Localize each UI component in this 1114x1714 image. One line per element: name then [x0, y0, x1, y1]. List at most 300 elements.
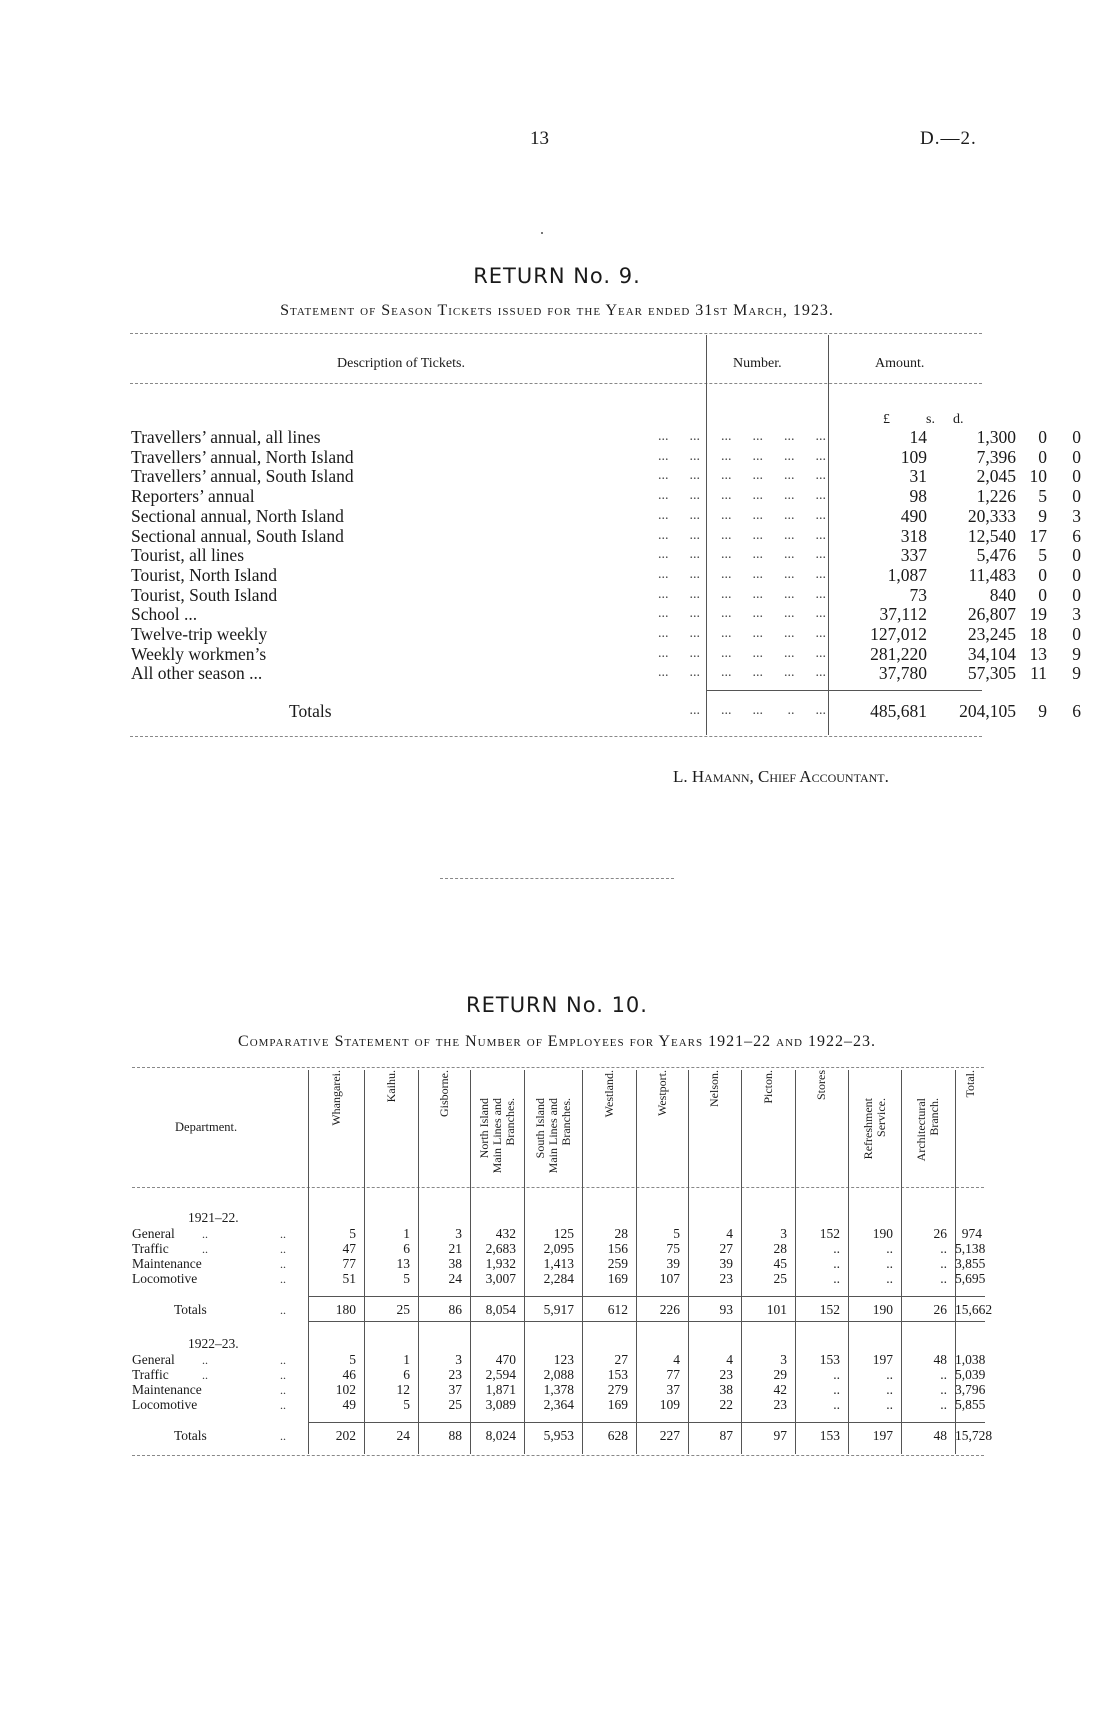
- return10-cell: 153: [607, 1367, 628, 1382]
- return9-leader-dots: ... ... ... ... ... ...: [658, 547, 826, 563]
- return9-description: All other season ...: [131, 663, 263, 684]
- return10-col-header-text: Westland.: [601, 1070, 616, 1118]
- page-number: 13: [530, 128, 549, 149]
- return10-cell: 77: [342, 1256, 356, 1271]
- return10-cell: ..: [940, 1382, 947, 1397]
- return9-subtitle: Statement of Season Tickets issued for the Year ended 31st March, 1923.: [280, 302, 834, 319]
- return9-leader-dots: ... ... ... ... ... ...: [658, 448, 826, 464]
- return9-number: 318: [900, 525, 927, 546]
- return10-cell: 5: [349, 1226, 356, 1241]
- return9-leader-dots: ... ... ... ... ... ...: [658, 507, 826, 523]
- return10-row: [132, 1397, 992, 1413]
- return10-year-label: 1922–23.: [188, 1336, 239, 1351]
- return10-cell: 25: [773, 1271, 787, 1286]
- return10-cell: 6: [403, 1241, 410, 1256]
- return10-cell: ..: [833, 1241, 840, 1256]
- return10-cell: ..: [940, 1256, 947, 1271]
- return10-col-header: [762, 1070, 775, 1178]
- return9-description: Tourist, all lines: [131, 545, 244, 566]
- return10-cell: 4: [673, 1352, 680, 1367]
- return10-cell: 3,796: [955, 1382, 986, 1397]
- return10-cell: 13: [396, 1256, 410, 1271]
- return9-unit-pence: d.: [953, 412, 964, 427]
- return10-col-header: [330, 1070, 343, 1178]
- return10-cell: 29: [773, 1367, 787, 1382]
- return10-cell: 5,695: [955, 1271, 986, 1286]
- return9-description: Tourist, North Island: [131, 564, 278, 585]
- return9-bottom-rule: [130, 736, 982, 737]
- return9-shillings: 5: [1038, 545, 1047, 566]
- return9-pounds: 840: [989, 584, 1016, 605]
- return10-cell: 169: [607, 1271, 628, 1286]
- return10-row-label: Locomotive: [132, 1271, 198, 1286]
- return10-cell: 47: [342, 1241, 356, 1256]
- return10-cell: 470: [495, 1352, 516, 1367]
- return10-row-leader: ..: [280, 1272, 286, 1286]
- return9-leader-dots: ... ... ... ... ... ...: [658, 429, 826, 444]
- return9-pence: 0: [1072, 466, 1081, 487]
- return10-col-header: [478, 1098, 517, 1178]
- return10-bottom-rule: [132, 1455, 984, 1456]
- return10-row-leader: ..: [280, 1429, 286, 1443]
- return9-row: [131, 525, 1081, 546]
- return9-pence: 3: [1072, 505, 1081, 526]
- return9-number: 127,012: [870, 624, 927, 644]
- return9-leader-dots: ... ... ... ... ... ...: [658, 626, 826, 641]
- return9-pounds: 2,045: [976, 466, 1016, 487]
- return10-total-cell: 628: [607, 1428, 628, 1443]
- return10-row-leader: ..: [202, 1242, 208, 1256]
- return10-cell: ..: [940, 1241, 947, 1256]
- return10-cell: 197: [872, 1352, 893, 1367]
- return9-top-rule: [130, 333, 982, 334]
- return10-cell: 259: [607, 1256, 628, 1271]
- return10-cell: 21: [448, 1241, 462, 1256]
- return9-header-number: Number.: [733, 356, 782, 371]
- return10-cell: 25: [448, 1397, 462, 1412]
- return10-cell: 22: [719, 1397, 733, 1412]
- return10-row: [132, 1256, 992, 1272]
- return9-number: 281,220: [870, 643, 927, 664]
- return10-row-leader: ..: [202, 1227, 208, 1241]
- return10-cell: 28: [773, 1241, 787, 1256]
- return9-leader-dots: ... ... ... ... ... ...: [658, 606, 826, 622]
- return10-cell: 75: [666, 1241, 680, 1256]
- return9-pence: 0: [1072, 545, 1081, 566]
- return10-cell: ..: [886, 1256, 893, 1271]
- return10-year-label: 1921–22.: [188, 1210, 239, 1225]
- return9-shillings: 0: [1038, 584, 1047, 605]
- return9-number: 109: [900, 446, 927, 467]
- return9-leader-dots: ... ... ... ... ... ...: [658, 645, 826, 661]
- return9-row: [131, 643, 1081, 664]
- return10-header-rule: [132, 1187, 984, 1188]
- return10-col-header-text: Architectural Branch.: [914, 1098, 941, 1162]
- return10-cell: 432: [495, 1226, 516, 1241]
- return9-pence: 0: [1072, 427, 1081, 447]
- return10-cell: 48: [933, 1352, 947, 1367]
- return9-row: [131, 505, 1081, 526]
- return10-cell: 1,038: [955, 1352, 986, 1367]
- return9-leader-dots: ... ... ... ... ... ...: [658, 468, 826, 484]
- return9-pence: 3: [1072, 604, 1081, 625]
- return9-leader-dots: ... ... ... ... ... ...: [658, 527, 826, 543]
- return9-shillings: 9: [1038, 505, 1047, 526]
- return10-cell: 123: [553, 1352, 574, 1367]
- return9-totals-rule-amount: [828, 690, 982, 691]
- return10-cell: 23: [448, 1367, 462, 1382]
- return10-total-cell: 612: [607, 1302, 628, 1317]
- return10-cell: 26: [933, 1226, 947, 1241]
- return10-cell: 77: [666, 1367, 680, 1382]
- return10-total-cell: 8,054: [485, 1302, 516, 1317]
- return10-cell: 109: [659, 1397, 680, 1412]
- return9-pence: 9: [1072, 663, 1081, 684]
- return9-totals-pence: 6: [1072, 701, 1081, 721]
- return10-col-header: [385, 1070, 398, 1178]
- return10-cell: 190: [872, 1226, 893, 1241]
- return10-row: [132, 1367, 992, 1383]
- return10-totals-row: [132, 1428, 992, 1444]
- return10-cell: 3,089: [485, 1397, 516, 1412]
- return10-col-header: [964, 1070, 977, 1178]
- return10-cell: 45: [773, 1256, 787, 1271]
- return10-col-header: [656, 1070, 669, 1178]
- return9-pounds: 34,104: [967, 643, 1016, 664]
- return10-row: [132, 1352, 992, 1368]
- return10-cell: 42: [773, 1382, 787, 1397]
- return10-cell: 153: [819, 1352, 840, 1367]
- return9-row: [131, 604, 1081, 625]
- return10-cell: 2,088: [543, 1367, 574, 1382]
- return10-cell: 38: [719, 1382, 733, 1397]
- return10-top-rule: [132, 1067, 984, 1068]
- return10-row-label: Traffic: [132, 1367, 169, 1382]
- return9-pounds: 23,245: [967, 624, 1016, 644]
- return9-header-amount: Amount.: [875, 356, 925, 371]
- return10-total-cell: 88: [448, 1428, 462, 1443]
- return10-cell: 28: [614, 1226, 628, 1241]
- return10-total-cell: 24: [396, 1428, 410, 1443]
- return9-number: 73: [909, 584, 927, 605]
- return10-cell: ..: [886, 1367, 893, 1382]
- return9-shillings: 0: [1038, 427, 1047, 447]
- return10-cell: 5: [349, 1352, 356, 1367]
- return10-cell: 4: [726, 1352, 733, 1367]
- return9-unit-shillings: s.: [926, 412, 935, 427]
- return10-col-header-text: North Island Main Lines and Branches.: [476, 1098, 517, 1174]
- return10-col-header: [438, 1070, 451, 1178]
- return9-leader-dots: ... ... ... ... ... ...: [658, 488, 826, 504]
- ink-speck: [541, 232, 543, 234]
- return9-totals-leader: ... ... ... .. ...: [689, 703, 826, 718]
- return9-number: 37,112: [879, 604, 927, 625]
- return10-cell: 279: [607, 1382, 628, 1397]
- return9-description: Sectional annual, South Island: [131, 525, 344, 546]
- return10-total-cell: 226: [659, 1302, 680, 1317]
- return9-pounds: 12,540: [967, 525, 1016, 546]
- return10-total-cell: 15,728: [955, 1428, 993, 1443]
- return10-col-header: [862, 1098, 888, 1178]
- return9-pounds: 57,305: [967, 663, 1016, 684]
- return10-cell: 156: [607, 1241, 628, 1256]
- return10-cell: 39: [666, 1256, 680, 1271]
- return10-cell: 3: [780, 1226, 787, 1241]
- return9-number: 14: [909, 427, 927, 447]
- return10-cell: ..: [886, 1241, 893, 1256]
- return10-cell: 39: [719, 1256, 733, 1271]
- return10-col-header-text: Westport.: [654, 1070, 669, 1117]
- return10-row-leader: ..: [202, 1353, 208, 1367]
- return10-col-header: [534, 1098, 573, 1178]
- return10-cell: 4: [726, 1226, 733, 1241]
- return10-cell: 107: [659, 1271, 680, 1286]
- return9-row: [131, 584, 1081, 605]
- return10-cell: 2,594: [485, 1367, 516, 1382]
- return9-pounds: 26,807: [967, 604, 1016, 625]
- return10-row-leader: ..: [280, 1303, 286, 1317]
- return9-pounds: 20,333: [967, 505, 1016, 526]
- return10-total-cell: 26: [933, 1302, 947, 1317]
- return10-total-cell: 152: [819, 1302, 840, 1317]
- return10-row-leader: ..: [280, 1353, 286, 1367]
- return10-cell: 2,364: [543, 1397, 574, 1412]
- return10-cell: 974: [961, 1226, 982, 1241]
- return9-description: Travellers’ annual, South Island: [131, 466, 354, 487]
- return10-col-header-text: Picton.: [760, 1070, 775, 1104]
- return10-total-cell: 153: [819, 1428, 840, 1443]
- return10-cell: 5,138: [955, 1241, 986, 1256]
- return9-pounds: 11,483: [968, 564, 1016, 585]
- return9-shillings: 18: [1029, 624, 1047, 644]
- section-separator: [440, 878, 674, 879]
- return10-cell: 2,284: [543, 1271, 574, 1286]
- return10-cell: 1,871: [485, 1382, 516, 1397]
- return10-col-header: [915, 1098, 941, 1178]
- return10-cell: ..: [940, 1271, 947, 1286]
- return10-row-label: General: [132, 1226, 175, 1241]
- return9-shillings: 13: [1029, 643, 1047, 664]
- return10-row-leader: ..: [280, 1398, 286, 1412]
- return10-col-header-text: Refreshment Service.: [860, 1098, 888, 1160]
- return9-pence: 9: [1072, 643, 1081, 664]
- return10-group-rule: [308, 1321, 985, 1322]
- return10-total-cell: 87: [719, 1428, 733, 1443]
- return10-cell: 5: [403, 1397, 410, 1412]
- return10-col-header-text: South Island Main Lines and Branches.: [532, 1098, 573, 1174]
- return10-cell: ..: [833, 1382, 840, 1397]
- return10-cell: ..: [886, 1382, 893, 1397]
- return10-total-cell: 197: [872, 1428, 893, 1443]
- return10-cell: 37: [666, 1382, 680, 1397]
- return9-totals-pounds: 204,105: [959, 701, 1016, 721]
- return9-totals-row: [131, 701, 1081, 721]
- return10-col-header-text: Kaihu.: [383, 1070, 398, 1103]
- return10-col-header: [708, 1070, 721, 1178]
- return9-leader-dots: ... ... ... ... ... ...: [658, 566, 826, 582]
- return10-total-cell: 48: [933, 1428, 947, 1443]
- return9-description: Reporters’ annual: [131, 486, 255, 507]
- return9-pounds: 7,396: [976, 446, 1016, 467]
- return10-totals-label: Totals: [174, 1428, 207, 1443]
- return9-header-rule: [130, 383, 982, 384]
- return9-title: RETURN No. 9.: [473, 264, 641, 288]
- return10-row: [132, 1226, 992, 1242]
- return10-row-leader: ..: [280, 1257, 286, 1271]
- return9-shillings: 19: [1029, 604, 1047, 625]
- return10-cell: 38: [448, 1256, 462, 1271]
- return9-totals-rule-number: [706, 690, 828, 691]
- return10-cell: 3: [455, 1226, 462, 1241]
- return9-signature: L. Hamann, Chief Accountant.: [673, 767, 889, 786]
- return10-cell: 23: [773, 1397, 787, 1412]
- return10-total-cell: 25: [396, 1302, 410, 1317]
- return9-totals-label: Totals: [289, 701, 332, 721]
- return10-cell: ..: [833, 1256, 840, 1271]
- return10-cell: 169: [607, 1397, 628, 1412]
- return10-cell: 5: [403, 1271, 410, 1286]
- return9-shillings: 0: [1038, 564, 1047, 585]
- return10-total-cell: 5,953: [543, 1428, 574, 1443]
- return10-row: [132, 1241, 992, 1257]
- return9-number: 490: [900, 505, 927, 526]
- return10-totals-label: Totals: [174, 1302, 207, 1317]
- return9-pounds: 1,300: [976, 427, 1016, 447]
- return10-cell: 46: [342, 1367, 356, 1382]
- return10-row-label: Maintenance: [132, 1256, 202, 1271]
- return9-pence: 0: [1072, 564, 1081, 585]
- return10-cell: 125: [553, 1226, 574, 1241]
- return10-row: [132, 1382, 992, 1398]
- return9-number: 337: [900, 545, 927, 566]
- return9-shillings: 0: [1038, 446, 1047, 467]
- return9-leader-dots: ... ... ... ... ... ...: [658, 665, 826, 681]
- return10-cell: 2,683: [485, 1241, 516, 1256]
- return10-cell: 3,007: [485, 1271, 516, 1286]
- return10-cell: ..: [833, 1271, 840, 1286]
- return9-shillings: 17: [1029, 525, 1047, 546]
- return10-department-header: Department.: [175, 1120, 238, 1134]
- return10-cell: 24: [448, 1271, 462, 1286]
- return10-total-cell: 86: [448, 1302, 462, 1317]
- return10-col-header: [815, 1070, 828, 1178]
- return9-pounds: 5,476: [976, 545, 1016, 566]
- return10-col-header-text: Total.: [962, 1070, 977, 1098]
- return10-row-label: Locomotive: [132, 1397, 198, 1412]
- return10-cell: 102: [335, 1382, 356, 1397]
- return10-cell: 1: [403, 1226, 410, 1241]
- return9-row: [131, 446, 1081, 467]
- return10-col-header-text: Gisborne.: [436, 1070, 451, 1117]
- return9-pence: 0: [1072, 584, 1081, 605]
- return10-cell: ..: [833, 1397, 840, 1412]
- return9-totals-number: 485,681: [870, 701, 927, 721]
- return10-cell: 3: [455, 1352, 462, 1367]
- return10-cell: ..: [940, 1367, 947, 1382]
- return9-description: Sectional annual, North Island: [131, 505, 344, 526]
- return9-description: Twelve-trip weekly: [131, 624, 268, 644]
- return9-unit-pounds: £: [883, 412, 890, 427]
- return10-row-label: Traffic: [132, 1241, 169, 1256]
- return10-totals-row: [132, 1302, 992, 1318]
- return9-row: [131, 564, 1081, 585]
- return10-cell: 5,039: [955, 1367, 986, 1382]
- return9-number: 37,780: [878, 663, 927, 684]
- return10-total-cell: 15,662: [955, 1302, 993, 1317]
- return9-pence: 0: [1072, 624, 1081, 644]
- return9-description: School ...: [131, 604, 198, 625]
- return10-cell: 152: [819, 1226, 840, 1241]
- return9-number: 98: [909, 486, 927, 507]
- return9-row: [131, 466, 1081, 487]
- return10-cell: 27: [719, 1241, 733, 1256]
- return10-cell: 6: [403, 1367, 410, 1382]
- return10-cell: 23: [719, 1367, 733, 1382]
- return10-row-leader: ..: [202, 1368, 208, 1382]
- return9-leader-dots: ... ... ... ... ... ...: [658, 586, 826, 602]
- return9-row: [131, 663, 1081, 684]
- return9-shillings: 5: [1038, 486, 1047, 507]
- return10-cell: 51: [342, 1271, 356, 1286]
- return10-total-cell: 93: [719, 1302, 733, 1317]
- return9-totals-shillings: 9: [1038, 701, 1047, 721]
- return10-total-cell: 5,917: [543, 1302, 574, 1317]
- return9-description: Travellers’ annual, all lines: [131, 427, 321, 447]
- return10-row-leader: ..: [280, 1242, 286, 1256]
- return10-row-label: Maintenance: [132, 1382, 202, 1397]
- return9-description: Weekly workmen’s: [131, 643, 267, 664]
- return9-header-description: Description of Tickets.: [337, 356, 465, 371]
- return10-total-cell: 8,024: [485, 1428, 516, 1443]
- return10-cell: 3: [780, 1352, 787, 1367]
- return10-cell: ..: [940, 1397, 947, 1412]
- return10-cell: 5,855: [955, 1397, 986, 1412]
- return9-row: [131, 486, 1081, 507]
- return10-cell: 5: [673, 1226, 680, 1241]
- return9-number: 31: [909, 466, 927, 487]
- return9-pence: 6: [1072, 525, 1081, 546]
- return9-number: 1,087: [887, 564, 927, 585]
- return10-row-leader: ..: [280, 1383, 286, 1397]
- return10-totals-rule: [308, 1296, 985, 1297]
- return10-total-cell: 190: [872, 1302, 893, 1317]
- return10-col-header: [603, 1070, 616, 1178]
- return10-total-cell: 101: [766, 1302, 787, 1317]
- document-reference: D.—2.: [920, 128, 977, 149]
- return10-total-cell: 227: [659, 1428, 680, 1443]
- return10-cell: 1,413: [543, 1256, 574, 1271]
- return10-cell: 1,378: [543, 1382, 574, 1397]
- return10-title: RETURN No. 10.: [466, 993, 648, 1017]
- return10-row: [132, 1271, 992, 1287]
- return9-shillings: 10: [1029, 466, 1047, 487]
- return9-description: Tourist, South Island: [131, 584, 278, 605]
- return10-cell: 1,932: [485, 1256, 516, 1271]
- return10-totals-rule: [308, 1422, 985, 1423]
- return9-row: [131, 624, 1081, 644]
- return10-cell: ..: [833, 1367, 840, 1382]
- return10-cell: 37: [448, 1382, 462, 1397]
- return10-row-label: General: [132, 1352, 175, 1367]
- return10-cell: ..: [886, 1397, 893, 1412]
- return10-subtitle: Comparative Statement of the Number of Employees for Years 1921–22 and 1922–23.: [238, 1033, 876, 1050]
- return9-pounds: 1,226: [976, 486, 1016, 507]
- return10-col-header-text: Whangarei.: [328, 1070, 343, 1126]
- return10-total-cell: 202: [335, 1428, 356, 1443]
- return9-pence: 0: [1072, 446, 1081, 467]
- return10-cell: 23: [719, 1271, 733, 1286]
- return10-total-cell: 97: [773, 1428, 787, 1443]
